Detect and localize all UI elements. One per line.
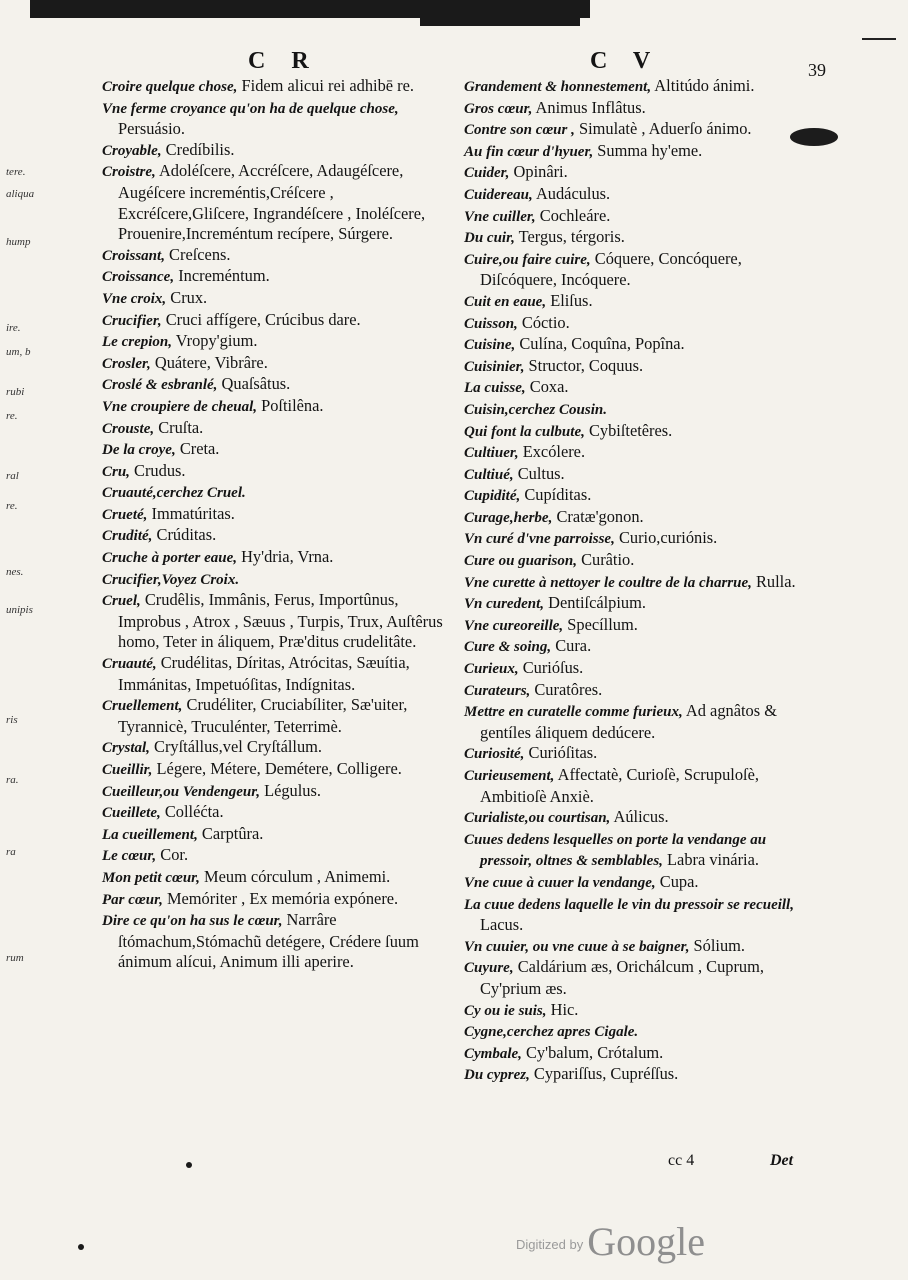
dictionary-entry (102, 353, 458, 375)
margin-note: rubi (6, 386, 25, 398)
entry-headword: Cueillete, (102, 805, 161, 822)
running-head-left: C R (248, 48, 319, 74)
entry-latin-gloss: Increméntum. (174, 266, 270, 286)
margin-note: re. (6, 410, 18, 422)
entry-headword: Crouste, (102, 420, 155, 437)
dictionary-entry (464, 1043, 816, 1065)
entry-latin-gloss: Crúditas. (152, 525, 217, 545)
entry-latin-gloss: Meum córculum , Animemi. (199, 866, 391, 886)
dictionary-entry (102, 867, 458, 889)
entry-latin-gloss: Memóriter , Ex memória expónere. (162, 888, 399, 908)
dictionary-entry (102, 461, 458, 483)
dictionary-entry (102, 310, 458, 332)
entry-latin-gloss: Cratæ'gonon. (552, 506, 644, 526)
entry-latin-gloss: Tergus, térgoris. (514, 227, 625, 247)
dictionary-entry (464, 421, 816, 443)
entry-headword: Vne croupiere de cheual, (102, 398, 257, 415)
dictionary-entry (464, 291, 816, 313)
margin-note: aliqua (6, 188, 35, 200)
scan-edge-shadow-2 (420, 0, 580, 26)
dictionary-entry (102, 824, 458, 846)
entry-latin-gloss: Simulatè , Aduerſo ánimo. (574, 119, 752, 139)
entry-latin-gloss: Dentiſcálpium. (544, 593, 646, 613)
entry-latin-gloss: Caldárium æs, Orichálcum , Cuprum, Cy'prium æs. (480, 957, 764, 998)
dictionary-entry (102, 76, 458, 98)
entry-latin-gloss: Curatôres. (530, 679, 603, 699)
margin-note: ral (6, 470, 19, 482)
entry-headword: Cygne,cerchez apres Cigale. (464, 1024, 639, 1041)
entry-headword: Crudité, (102, 528, 153, 545)
entry-headword: Vne croix, (102, 290, 167, 307)
entry-headword: Crucifier, (102, 312, 162, 329)
dictionary-entry (464, 464, 816, 486)
entry-headword: Vn curedent, (464, 596, 545, 613)
entry-headword: Grandement & honnestement, (464, 79, 652, 95)
dictionary-entry (102, 590, 458, 653)
entry-headword: Vne ferme croyance qu'on ha de quelque chose, (102, 100, 399, 117)
entry-latin-gloss: Crudélitas, Díritas, Atrócitas, Sæuítia, Immánitas, Impetuóſitas, Indígnitas. (118, 653, 410, 694)
dictionary-entry (464, 377, 816, 399)
running-head-right: C V (590, 48, 661, 74)
dictionary-entry (102, 396, 458, 418)
entry-latin-gloss: Curâtio. (576, 550, 635, 570)
entry-headword: Le crepion, (102, 334, 172, 351)
entry-latin-gloss: Cóquere, Concóquere, Diſcóquere, Incóquere. (480, 248, 742, 290)
entry-headword: Au fin cœur d'hyuer, (464, 143, 594, 160)
entry-headword: Cure & soing, (464, 639, 552, 656)
dictionary-entry (102, 439, 458, 461)
entry-headword: Curiosité, (464, 746, 525, 763)
dictionary-entry (102, 737, 458, 759)
entry-latin-gloss: Crux. (166, 287, 208, 307)
dictionary-entry (464, 98, 816, 120)
dictionary-entry (464, 119, 816, 141)
entry-latin-gloss: Immatúritas. (147, 503, 235, 523)
dictionary-entry (464, 701, 816, 743)
entry-headword: Croissance, (102, 269, 175, 286)
entry-headword: Croslé & esbranlé, (102, 377, 218, 394)
dictionary-entry (464, 550, 816, 572)
entry-latin-gloss: Quátere, Vibrâre. (150, 352, 268, 372)
dictionary-entry (102, 266, 458, 288)
entry-headword: Croissant, (102, 247, 165, 264)
dictionary-entry (464, 936, 816, 958)
entry-latin-gloss: Hic. (546, 999, 579, 1019)
google-wordmark: Google (587, 1219, 705, 1264)
entry-latin-gloss: Persuásio. (118, 119, 185, 139)
dictionary-entry (464, 162, 816, 184)
dictionary-entry (464, 1000, 816, 1022)
entry-latin-gloss: Cruci affígere, Crúcibus dare. (161, 309, 361, 329)
entry-latin-gloss: Credíbilis. (161, 139, 235, 159)
entry-headword: Cure ou guarison, (464, 553, 577, 570)
entry-headword: La cueillement, (102, 826, 198, 843)
left-margin-notes (0, 0, 60, 1280)
dictionary-entry (464, 743, 816, 765)
entry-headword: Dire ce qu'on ha sus le cœur, (102, 913, 283, 930)
entry-headword: Vn curé d'vne parroisse, (464, 531, 615, 548)
dictionary-entry (464, 76, 816, 98)
dictionary-entry (102, 418, 458, 440)
dictionary-entry (102, 374, 458, 396)
dictionary-entry (102, 288, 458, 310)
entry-headword: Crystal, (102, 740, 150, 757)
entry-latin-gloss: Cultus. (513, 463, 565, 483)
dictionary-entry (464, 765, 816, 807)
entry-headword: Curialiste,ou courtisan, (464, 810, 611, 827)
entry-latin-gloss: Aúlicus. (610, 807, 669, 827)
catchword: Det (770, 1152, 794, 1169)
entry-headword: Vn cuuier, ou vne cuue à se baigner, (464, 938, 690, 955)
entry-headword: Cuues dedens lesquelles on porte la vendange au pressoir, oltnes & semblables, (464, 831, 767, 870)
dictionary-entry (102, 653, 458, 695)
entry-latin-gloss: Cor. (156, 845, 189, 865)
signature-mark: cc 4 (668, 1152, 695, 1169)
dictionary-entry (464, 485, 816, 507)
ink-dot (78, 1244, 84, 1250)
dictionary-entry (102, 695, 458, 737)
dictionary-entry (464, 442, 816, 464)
entry-headword: Cruel, (102, 593, 141, 610)
entry-latin-gloss: Cy'balum, Crótalum. (521, 1042, 664, 1062)
dictionary-entry (102, 910, 458, 973)
entry-headword: Vne cuiller, (464, 208, 536, 225)
margin-note: ire. (6, 322, 21, 334)
entry-headword: Vne cuue à cuuer la vendange, (464, 874, 656, 891)
entry-headword: Crucifier,Voyez Croix. (102, 571, 240, 588)
entry-latin-gloss: Fidem alicui rei adhibē re. (237, 76, 415, 95)
entry-headword: Gros cœur, (464, 100, 533, 117)
dictionary-entry (464, 507, 816, 529)
dictionary-entry (464, 680, 816, 702)
entry-headword: Du cuir, (464, 230, 515, 247)
entry-latin-gloss: Cupíditas. (520, 485, 592, 505)
dictionary-entry (102, 482, 458, 504)
entry-latin-gloss: Affectatè, Curioſè, Scrupuloſè, Ambitioſè Anxiè. (480, 765, 759, 806)
entry-headword: Cupidité, (464, 488, 521, 505)
entry-latin-gloss: Adoléſcere, Accréſcere, Adaugéſcere, Augéſcere increméntis,Créſcere , Excréſcere,Gliſcere, Ingrandéſcere , Inoléſcere, Prouenire,Increméntum recípere, Súrgere. (118, 161, 426, 244)
entry-latin-gloss: Hy'dria, Vrna. (237, 547, 334, 567)
dictionary-entry (464, 399, 816, 421)
entry-headword: Cruauté, (102, 656, 157, 673)
folio-number: 39 (808, 60, 826, 80)
dictionary-entry (102, 547, 458, 569)
entry-latin-gloss: Curióſus. (518, 658, 584, 678)
dictionary-entry (102, 802, 458, 824)
entry-headword: Par cœur, (102, 891, 163, 908)
entry-headword: Cuyure, (464, 960, 514, 977)
entry-latin-gloss: Audáculus. (532, 183, 611, 203)
entry-headword: Cuit en eaue, (464, 293, 547, 310)
entry-latin-gloss: Eliſus. (546, 290, 593, 310)
entry-latin-gloss: Cochleáre. (535, 205, 611, 225)
entry-latin-gloss: Ad agnâtos & gentíles áliquem dedúcere. (480, 701, 777, 742)
entry-headword: Curage,herbe, (464, 509, 553, 526)
entry-headword: Cruche à porter eaue, (102, 550, 237, 567)
dictionary-entry (102, 569, 458, 591)
dictionary-entry (464, 615, 816, 637)
entry-headword: Contre son cœur , (464, 122, 575, 139)
entry-headword: Vne curette à nettoyer le coultre de la charrue, (464, 574, 752, 591)
margin-note: ris (6, 714, 18, 726)
entry-headword: Vne cureoreille, (464, 617, 564, 634)
entry-headword: Cruellement, (102, 698, 183, 715)
entry-latin-gloss: Cóctio. (517, 312, 570, 332)
entry-headword: Cueilleur,ou Vendengeur, (102, 783, 260, 800)
entry-headword: Crosler, (102, 355, 151, 372)
margin-note: nes. (6, 566, 24, 578)
entry-latin-gloss: Cruſta. (154, 417, 204, 437)
margin-note: um, b (6, 346, 31, 358)
entry-headword: Curateurs, (464, 682, 531, 699)
entry-latin-gloss: Coxa. (525, 377, 569, 397)
entry-headword: Du cyprez, (464, 1067, 530, 1084)
entry-latin-gloss: Colléćta. (160, 802, 224, 822)
entry-latin-gloss: Légere, Métere, Demétere, Colligere. (152, 759, 402, 778)
entry-latin-gloss: Creta. (175, 439, 220, 459)
entry-headword: Cultiuer, (464, 445, 519, 462)
entry-headword: Mon petit cœur, (102, 869, 200, 886)
margin-note: rum (6, 952, 24, 964)
dictionary-entry (102, 504, 458, 526)
ink-dot (186, 1162, 192, 1168)
left-column (102, 76, 458, 973)
entry-latin-gloss: Légulus. (259, 780, 321, 800)
dictionary-entry (464, 829, 816, 872)
margin-note: hump (6, 236, 31, 248)
entry-headword: Cuider, (464, 165, 510, 182)
dictionary-entry (464, 807, 816, 829)
entry-latin-gloss: Specíllum. (563, 614, 638, 634)
entry-headword: Cymbale, (464, 1045, 522, 1062)
entry-headword: Cuisinier, (464, 358, 525, 375)
entry-headword: Cuisson, (464, 315, 518, 332)
dictionary-entry (102, 161, 458, 244)
dictionary-entry (102, 245, 458, 267)
entry-headword: La cuue dedens laquelle le vin du pressoir se recueill, (464, 896, 794, 913)
dictionary-entry (464, 141, 816, 163)
entry-headword: Cuisin,cerchez Cousin. (464, 401, 607, 418)
corner-rule (862, 38, 896, 40)
entry-headword: Cuisine, (464, 337, 516, 354)
entry-latin-gloss: Altitúdo ánimi. (651, 76, 755, 95)
dictionary-entry (102, 331, 458, 353)
entry-headword: Cuidereau, (464, 186, 533, 203)
dictionary-entry (102, 98, 458, 140)
entry-latin-gloss: Summa hy'eme. (593, 140, 703, 160)
entry-headword: Le cœur, (102, 848, 157, 865)
entry-latin-gloss: Crudéliter, Cruciabíliter, Sæ'uiter, Tyrannicè, Truculénter, Teterrimè. (118, 695, 408, 736)
entry-headword: Curieux, (464, 661, 519, 678)
dictionary-entry (464, 894, 816, 936)
entry-headword: La cuisse, (464, 380, 526, 397)
margin-note: unipis (6, 604, 33, 616)
entry-headword: De la croye, (102, 442, 176, 459)
dictionary-entry (464, 1064, 816, 1086)
entry-latin-gloss: Cura. (551, 636, 592, 656)
entry-latin-gloss: Crudus. (129, 460, 186, 480)
dictionary-entry (102, 759, 458, 781)
margin-note: ra (6, 846, 16, 858)
dictionary-entry (464, 957, 816, 999)
entry-latin-gloss: Sólium. (689, 935, 746, 955)
dictionary-entry (464, 206, 816, 228)
entry-latin-gloss: Rulla. (751, 571, 796, 591)
entry-latin-gloss: Culína, Coquîna, Popîna. (515, 334, 685, 354)
dictionary-entry (464, 227, 816, 249)
dictionary-entry (102, 525, 458, 547)
entry-latin-gloss: Crudêlis, Immânis, Ferus, Importûnus, Improbus , Atrox , Sæuus , Turpis, Trux, Auſtêrus homo, Teter in áliquem, Præ'ditus crudelitâte. (118, 590, 443, 652)
dictionary-entry (102, 845, 458, 867)
entry-latin-gloss: Vropy'gium. (171, 331, 258, 351)
dictionary-entry (464, 528, 816, 550)
right-column (464, 76, 816, 1086)
margin-note: tere. (6, 166, 26, 178)
entry-latin-gloss: Curio,curiónis. (614, 528, 718, 548)
entry-latin-gloss: Cybiſtetêres. (584, 420, 673, 440)
entry-latin-gloss: Carptûra. (197, 823, 264, 843)
dictionary-entry (464, 356, 816, 378)
dictionary-entry (464, 636, 816, 658)
dictionary-entry (464, 658, 816, 680)
entry-headword: Curieusement, (464, 768, 555, 784)
entry-latin-gloss: Lacus. (480, 915, 524, 935)
entry-latin-gloss: Animus Inflâtus. (532, 97, 646, 117)
dictionary-entry (102, 781, 458, 803)
entry-latin-gloss: Cupa. (655, 871, 699, 891)
entry-latin-gloss: Curióſitas. (524, 743, 598, 763)
entry-headword: Crueté, (102, 506, 148, 523)
entry-latin-gloss: Excólere. (518, 442, 586, 462)
dictionary-entry (464, 572, 816, 594)
digitized-watermark (516, 1218, 705, 1265)
entry-headword: Cueillir, (102, 762, 153, 778)
dictionary-entry (102, 889, 458, 911)
entry-latin-gloss: Cypariſſus, Cupréſſus. (529, 1064, 679, 1084)
entry-headword: Cy ou ie suis, (464, 1002, 547, 1019)
entry-latin-gloss: Labra vinária. (662, 850, 759, 870)
entry-latin-gloss: Opinâri. (509, 162, 568, 182)
entry-latin-gloss: Cryſtállus,vel Cryſtállum. (149, 737, 323, 757)
entry-headword: Croire quelque chose, (102, 79, 238, 95)
entry-headword: Cultiué, (464, 466, 514, 483)
entry-headword: Croyable, (102, 142, 162, 159)
dictionary-entry (102, 140, 458, 162)
entry-latin-gloss: Narrâre ſtómachum,Stómachũ detégere, Crédere ſuum ánimum alícui, Animum illi aperire. (118, 910, 419, 972)
dictionary-entry (464, 872, 816, 894)
entry-headword: Qui font la culbute, (464, 423, 585, 440)
entry-headword: Croistre, (102, 164, 156, 181)
dictionary-entry (464, 1021, 816, 1043)
margin-note: ra. (6, 774, 19, 786)
dictionary-entry (464, 593, 816, 615)
entry-latin-gloss: Creſcens. (164, 244, 231, 264)
entry-headword: Mettre en curatelle comme furieux, (464, 704, 683, 721)
entry-latin-gloss: Quaſsâtus. (217, 374, 291, 394)
dictionary-entry (464, 249, 816, 291)
entry-headword: Cuire,ou faire cuire, (464, 251, 591, 268)
entry-headword: Cru, (102, 463, 130, 480)
dictionary-entry (464, 313, 816, 335)
entry-headword: Cruauté,cerchez Cruel. (102, 485, 246, 502)
dictionary-entry (464, 184, 816, 206)
entry-latin-gloss: Poſtilêna. (257, 395, 324, 415)
entry-latin-gloss: Structor, Coquus. (524, 355, 644, 375)
dictionary-entry (464, 334, 816, 356)
digitized-prefix: Digitized by (516, 1237, 584, 1252)
margin-note: re. (6, 500, 18, 512)
